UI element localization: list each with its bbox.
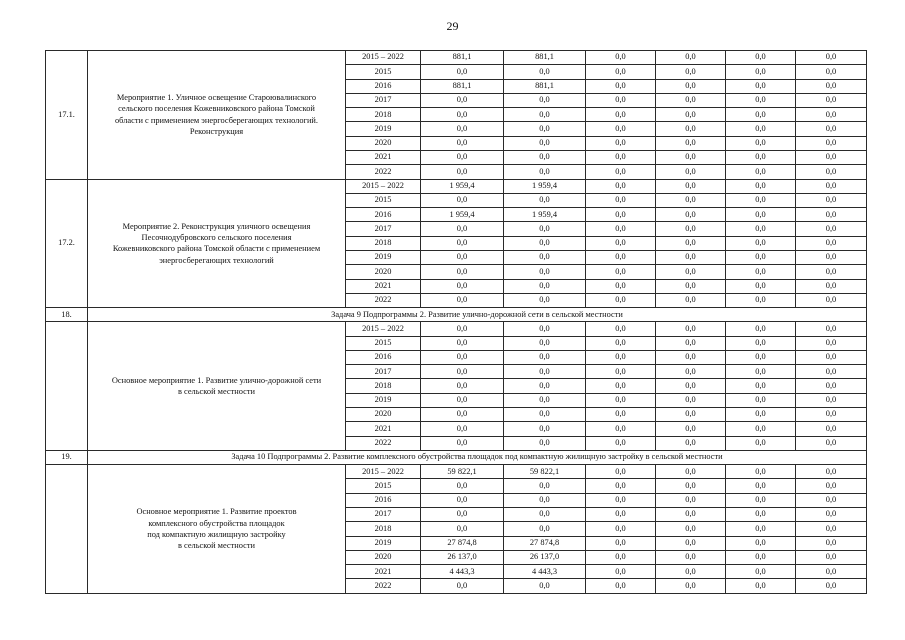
value-cell: 0,0 xyxy=(726,408,796,422)
row-number: 17.1. xyxy=(46,51,88,180)
value-cell: 0,0 xyxy=(504,236,586,250)
row-number: 17.2. xyxy=(46,179,88,308)
table-row xyxy=(46,322,867,336)
value-cell: 0,0 xyxy=(656,179,726,193)
value-cell: 881,1 xyxy=(504,79,586,93)
value-cell: 0,0 xyxy=(796,579,867,593)
value-cell: 0,0 xyxy=(726,536,796,550)
value-cell: 0,0 xyxy=(726,79,796,93)
value-cell: 0,0 xyxy=(726,350,796,364)
year-cell: 2016 xyxy=(346,350,421,364)
value-cell: 0,0 xyxy=(421,436,504,450)
value-cell: 0,0 xyxy=(421,65,504,79)
value-cell: 0,0 xyxy=(796,479,867,493)
value-cell: 0,0 xyxy=(796,522,867,536)
table-row xyxy=(46,51,867,65)
year-cell: 2021 xyxy=(346,150,421,164)
row-number: 18. xyxy=(46,308,88,322)
value-cell: 0,0 xyxy=(421,293,504,307)
activity-description xyxy=(88,179,346,308)
year-cell: 2020 xyxy=(346,408,421,422)
value-cell: 0,0 xyxy=(796,179,867,193)
value-cell: 0,0 xyxy=(586,479,656,493)
value-cell: 26 137,0 xyxy=(421,550,504,564)
year-cell: 2022 xyxy=(346,579,421,593)
value-cell: 0,0 xyxy=(796,236,867,250)
value-cell: 0,0 xyxy=(796,393,867,407)
value-cell: 0,0 xyxy=(421,579,504,593)
value-cell: 0,0 xyxy=(656,479,726,493)
value-cell: 0,0 xyxy=(656,579,726,593)
description-line: области с применением энергосберегающих технологий. xyxy=(114,115,319,125)
value-cell: 0,0 xyxy=(796,293,867,307)
value-cell: 0,0 xyxy=(796,508,867,522)
year-cell: 2015 xyxy=(346,336,421,350)
value-cell: 0,0 xyxy=(586,350,656,364)
value-cell: 0,0 xyxy=(796,408,867,422)
value-cell: 0,0 xyxy=(504,193,586,207)
description-line: Кожевниковского района Томской области с применением xyxy=(112,244,321,254)
value-cell: 0,0 xyxy=(586,508,656,522)
activity-description xyxy=(88,51,346,180)
budget-table xyxy=(45,50,867,594)
value-cell: 0,0 xyxy=(796,565,867,579)
year-cell: 2018 xyxy=(346,236,421,250)
value-cell: 0,0 xyxy=(796,51,867,65)
value-cell: 0,0 xyxy=(656,279,726,293)
value-cell: 0,0 xyxy=(504,393,586,407)
value-cell: 0,0 xyxy=(421,350,504,364)
value-cell: 0,0 xyxy=(656,108,726,122)
year-cell: 2020 xyxy=(346,136,421,150)
value-cell: 0,0 xyxy=(586,136,656,150)
value-cell: 0,0 xyxy=(726,565,796,579)
value-cell: 0,0 xyxy=(796,336,867,350)
value-cell: 0,0 xyxy=(796,422,867,436)
year-cell: 2020 xyxy=(346,550,421,564)
value-cell: 0,0 xyxy=(586,79,656,93)
value-cell: 0,0 xyxy=(504,408,586,422)
value-cell: 0,0 xyxy=(796,136,867,150)
value-cell: 0,0 xyxy=(726,108,796,122)
year-cell: 2015 – 2022 xyxy=(346,322,421,336)
value-cell: 0,0 xyxy=(586,293,656,307)
value-cell: 0,0 xyxy=(586,422,656,436)
value-cell: 0,0 xyxy=(586,236,656,250)
year-cell: 2018 xyxy=(346,108,421,122)
table-body xyxy=(46,51,867,594)
value-cell: 0,0 xyxy=(726,336,796,350)
year-cell: 2018 xyxy=(346,522,421,536)
value-cell: 0,0 xyxy=(726,436,796,450)
value-cell: 0,0 xyxy=(504,350,586,364)
year-cell: 2019 xyxy=(346,250,421,264)
year-cell: 2016 xyxy=(346,493,421,507)
value-cell: 0,0 xyxy=(656,436,726,450)
value-cell: 0,0 xyxy=(656,408,726,422)
value-cell: 0,0 xyxy=(586,365,656,379)
value-cell: 0,0 xyxy=(504,250,586,264)
value-cell: 0,0 xyxy=(796,279,867,293)
row-number xyxy=(46,322,88,451)
table-row xyxy=(46,179,867,193)
value-cell: 0,0 xyxy=(726,208,796,222)
year-cell: 2015 – 2022 xyxy=(346,179,421,193)
value-cell: 0,0 xyxy=(504,65,586,79)
year-cell: 2016 xyxy=(346,79,421,93)
value-cell: 0,0 xyxy=(796,365,867,379)
value-cell: 0,0 xyxy=(656,136,726,150)
year-cell: 2015 xyxy=(346,193,421,207)
value-cell: 0,0 xyxy=(586,436,656,450)
value-cell: 27 874,8 xyxy=(504,536,586,550)
value-cell: 0,0 xyxy=(656,79,726,93)
value-cell: 0,0 xyxy=(726,365,796,379)
value-cell: 0,0 xyxy=(726,265,796,279)
value-cell: 0,0 xyxy=(421,136,504,150)
description-line: Мероприятие 1. Уличное освещение Староювалинского xyxy=(116,93,317,103)
value-cell: 0,0 xyxy=(726,493,796,507)
value-cell: 0,0 xyxy=(504,150,586,164)
year-cell: 2021 xyxy=(346,565,421,579)
value-cell: 0,0 xyxy=(726,479,796,493)
value-cell: 0,0 xyxy=(504,522,586,536)
value-cell: 1 959,4 xyxy=(504,179,586,193)
value-cell: 0,0 xyxy=(504,579,586,593)
value-cell: 0,0 xyxy=(421,479,504,493)
task-title: Задача 10 Подпрограммы 2. Развитие комплексного обустройства площадок под компактную жилищную застройку в сельской местности xyxy=(88,450,867,464)
value-cell: 0,0 xyxy=(504,422,586,436)
value-cell: 0,0 xyxy=(504,165,586,179)
value-cell: 0,0 xyxy=(586,565,656,579)
description-line: в сельской местности xyxy=(177,387,256,397)
value-cell: 0,0 xyxy=(656,393,726,407)
value-cell: 0,0 xyxy=(726,93,796,107)
year-cell: 2017 xyxy=(346,93,421,107)
value-cell: 0,0 xyxy=(796,193,867,207)
value-cell: 881,1 xyxy=(421,51,504,65)
value-cell: 0,0 xyxy=(656,322,726,336)
value-cell: 0,0 xyxy=(586,336,656,350)
value-cell: 0,0 xyxy=(726,393,796,407)
value-cell: 0,0 xyxy=(586,108,656,122)
value-cell: 0,0 xyxy=(504,336,586,350)
value-cell: 0,0 xyxy=(726,179,796,193)
value-cell: 26 137,0 xyxy=(504,550,586,564)
description-line: в сельской местности xyxy=(177,541,256,551)
value-cell: 0,0 xyxy=(656,150,726,164)
value-cell: 0,0 xyxy=(656,293,726,307)
value-cell: 0,0 xyxy=(656,493,726,507)
value-cell: 0,0 xyxy=(656,336,726,350)
value-cell: 0,0 xyxy=(726,293,796,307)
value-cell: 0,0 xyxy=(796,493,867,507)
row-number xyxy=(46,465,88,594)
value-cell: 0,0 xyxy=(504,222,586,236)
value-cell: 0,0 xyxy=(586,550,656,564)
value-cell: 0,0 xyxy=(656,265,726,279)
value-cell: 0,0 xyxy=(656,122,726,136)
value-cell: 0,0 xyxy=(796,465,867,479)
value-cell: 0,0 xyxy=(726,422,796,436)
value-cell: 0,0 xyxy=(586,150,656,164)
value-cell: 0,0 xyxy=(656,550,726,564)
value-cell: 0,0 xyxy=(421,365,504,379)
year-cell: 2022 xyxy=(346,165,421,179)
value-cell: 0,0 xyxy=(726,222,796,236)
value-cell: 0,0 xyxy=(656,465,726,479)
year-cell: 2022 xyxy=(346,436,421,450)
description-line: сельского поселения Кожевниковского района Томской xyxy=(118,104,315,114)
value-cell: 0,0 xyxy=(504,322,586,336)
value-cell: 4 443,3 xyxy=(504,565,586,579)
value-cell: 0,0 xyxy=(586,322,656,336)
value-cell: 881,1 xyxy=(421,79,504,93)
task-row xyxy=(46,308,867,322)
value-cell: 0,0 xyxy=(656,536,726,550)
value-cell: 0,0 xyxy=(504,293,586,307)
value-cell: 0,0 xyxy=(421,508,504,522)
value-cell: 0,0 xyxy=(421,422,504,436)
value-cell: 0,0 xyxy=(421,150,504,164)
value-cell: 0,0 xyxy=(586,522,656,536)
value-cell: 0,0 xyxy=(586,393,656,407)
value-cell: 0,0 xyxy=(504,508,586,522)
value-cell: 0,0 xyxy=(726,236,796,250)
value-cell: 0,0 xyxy=(421,379,504,393)
value-cell: 0,0 xyxy=(726,165,796,179)
value-cell: 0,0 xyxy=(726,150,796,164)
value-cell: 0,0 xyxy=(421,522,504,536)
value-cell: 0,0 xyxy=(586,265,656,279)
value-cell: 0,0 xyxy=(586,579,656,593)
value-cell: 0,0 xyxy=(656,165,726,179)
year-cell: 2015 – 2022 xyxy=(346,465,421,479)
year-cell: 2017 xyxy=(346,508,421,522)
value-cell: 0,0 xyxy=(586,465,656,479)
value-cell: 0,0 xyxy=(586,179,656,193)
year-cell: 2016 xyxy=(346,208,421,222)
description-line: Песочнодубровского сельского поселения xyxy=(141,233,292,242)
value-cell: 0,0 xyxy=(796,122,867,136)
value-cell: 0,0 xyxy=(656,379,726,393)
value-cell: 0,0 xyxy=(656,236,726,250)
year-cell: 2018 xyxy=(346,379,421,393)
value-cell: 0,0 xyxy=(421,408,504,422)
description-line: Основное мероприятие 1. Развитие проектов xyxy=(136,507,297,517)
value-cell: 0,0 xyxy=(726,65,796,79)
page-number: 29 xyxy=(446,19,459,33)
value-cell: 0,0 xyxy=(586,379,656,393)
value-cell: 0,0 xyxy=(421,336,504,350)
value-cell: 0,0 xyxy=(726,579,796,593)
value-cell: 0,0 xyxy=(586,536,656,550)
value-cell: 0,0 xyxy=(726,550,796,564)
value-cell: 0,0 xyxy=(504,122,586,136)
description-line: Мероприятие 2. Реконструкция уличного освещения xyxy=(122,221,311,231)
value-cell: 0,0 xyxy=(656,365,726,379)
year-cell: 2019 xyxy=(346,536,421,550)
year-cell: 2021 xyxy=(346,422,421,436)
value-cell: 0,0 xyxy=(586,250,656,264)
value-cell: 0,0 xyxy=(421,122,504,136)
value-cell: 0,0 xyxy=(726,51,796,65)
description-line: энергосберегающих технологий xyxy=(159,255,274,265)
table-row xyxy=(46,465,867,479)
value-cell: 0,0 xyxy=(726,508,796,522)
value-cell: 0,0 xyxy=(504,265,586,279)
value-cell: 0,0 xyxy=(726,250,796,264)
value-cell: 0,0 xyxy=(726,465,796,479)
year-cell: 2020 xyxy=(346,265,421,279)
value-cell: 0,0 xyxy=(796,379,867,393)
value-cell: 0,0 xyxy=(504,108,586,122)
value-cell: 0,0 xyxy=(796,265,867,279)
value-cell: 0,0 xyxy=(726,322,796,336)
value-cell: 0,0 xyxy=(421,193,504,207)
value-cell: 0,0 xyxy=(421,322,504,336)
year-cell: 2015 xyxy=(346,479,421,493)
value-cell: 0,0 xyxy=(796,222,867,236)
value-cell: 1 959,4 xyxy=(504,208,586,222)
year-cell: 2017 xyxy=(346,222,421,236)
value-cell: 0,0 xyxy=(586,408,656,422)
year-cell: 2019 xyxy=(346,393,421,407)
value-cell: 0,0 xyxy=(421,493,504,507)
value-cell: 0,0 xyxy=(726,379,796,393)
value-cell: 0,0 xyxy=(796,65,867,79)
value-cell: 0,0 xyxy=(586,208,656,222)
value-cell: 59 822,1 xyxy=(421,465,504,479)
value-cell: 0,0 xyxy=(421,265,504,279)
value-cell: 0,0 xyxy=(726,122,796,136)
value-cell: 0,0 xyxy=(656,522,726,536)
value-cell: 0,0 xyxy=(504,136,586,150)
year-cell: 2015 xyxy=(346,65,421,79)
description-line: под компактную жилищную застройку xyxy=(147,529,286,539)
year-cell: 2017 xyxy=(346,365,421,379)
value-cell: 0,0 xyxy=(586,93,656,107)
value-cell: 59 822,1 xyxy=(504,465,586,479)
activity-description xyxy=(88,465,346,594)
year-cell: 2022 xyxy=(346,293,421,307)
value-cell: 0,0 xyxy=(796,79,867,93)
value-cell: 0,0 xyxy=(726,136,796,150)
value-cell: 0,0 xyxy=(504,93,586,107)
value-cell: 0,0 xyxy=(726,193,796,207)
task-row xyxy=(46,450,867,464)
year-cell: 2021 xyxy=(346,279,421,293)
value-cell: 0,0 xyxy=(421,250,504,264)
value-cell: 0,0 xyxy=(656,508,726,522)
value-cell: 0,0 xyxy=(586,122,656,136)
value-cell: 0,0 xyxy=(656,222,726,236)
value-cell: 0,0 xyxy=(656,65,726,79)
value-cell: 0,0 xyxy=(656,422,726,436)
value-cell: 0,0 xyxy=(421,236,504,250)
value-cell: 0,0 xyxy=(586,51,656,65)
value-cell: 0,0 xyxy=(796,108,867,122)
value-cell: 0,0 xyxy=(656,51,726,65)
value-cell: 0,0 xyxy=(796,350,867,364)
value-cell: 881,1 xyxy=(504,51,586,65)
value-cell: 0,0 xyxy=(504,279,586,293)
value-cell: 0,0 xyxy=(726,522,796,536)
value-cell: 0,0 xyxy=(796,322,867,336)
value-cell: 0,0 xyxy=(421,93,504,107)
value-cell: 0,0 xyxy=(421,393,504,407)
year-cell: 2019 xyxy=(346,122,421,136)
value-cell: 0,0 xyxy=(586,279,656,293)
activity-description xyxy=(88,322,346,451)
value-cell: 0,0 xyxy=(586,493,656,507)
value-cell: 0,0 xyxy=(796,150,867,164)
value-cell: 0,0 xyxy=(656,208,726,222)
value-cell: 0,0 xyxy=(796,436,867,450)
description-line: Основное мероприятие 1. Развитие улично-дорожной сети xyxy=(111,375,322,385)
value-cell: 0,0 xyxy=(656,250,726,264)
value-cell: 0,0 xyxy=(656,93,726,107)
description-line: комплексного обустройства площадок xyxy=(148,518,285,528)
row-number: 19. xyxy=(46,450,88,464)
value-cell: 0,0 xyxy=(796,93,867,107)
value-cell: 0,0 xyxy=(504,365,586,379)
value-cell: 1 959,4 xyxy=(421,208,504,222)
value-cell: 0,0 xyxy=(796,165,867,179)
value-cell: 0,0 xyxy=(504,436,586,450)
value-cell: 0,0 xyxy=(656,350,726,364)
description-line: Реконструкция xyxy=(189,127,244,137)
value-cell: 1 959,4 xyxy=(421,179,504,193)
value-cell: 0,0 xyxy=(796,250,867,264)
value-cell: 0,0 xyxy=(656,193,726,207)
value-cell: 0,0 xyxy=(504,479,586,493)
value-cell: 0,0 xyxy=(421,222,504,236)
value-cell: 0,0 xyxy=(421,165,504,179)
value-cell: 0,0 xyxy=(726,279,796,293)
value-cell: 4 443,3 xyxy=(421,565,504,579)
value-cell: 0,0 xyxy=(586,165,656,179)
value-cell: 0,0 xyxy=(504,493,586,507)
value-cell: 0,0 xyxy=(421,108,504,122)
value-cell: 0,0 xyxy=(586,65,656,79)
value-cell: 0,0 xyxy=(421,279,504,293)
value-cell: 0,0 xyxy=(796,550,867,564)
year-cell: 2015 – 2022 xyxy=(346,51,421,65)
value-cell: 0,0 xyxy=(656,565,726,579)
task-title: Задача 9 Подпрограммы 2. Развитие улично-дорожной сети в сельской местности xyxy=(88,308,867,322)
value-cell: 0,0 xyxy=(586,222,656,236)
value-cell: 0,0 xyxy=(586,193,656,207)
value-cell: 0,0 xyxy=(504,379,586,393)
value-cell: 27 874,8 xyxy=(421,536,504,550)
value-cell: 0,0 xyxy=(796,208,867,222)
value-cell: 0,0 xyxy=(796,536,867,550)
